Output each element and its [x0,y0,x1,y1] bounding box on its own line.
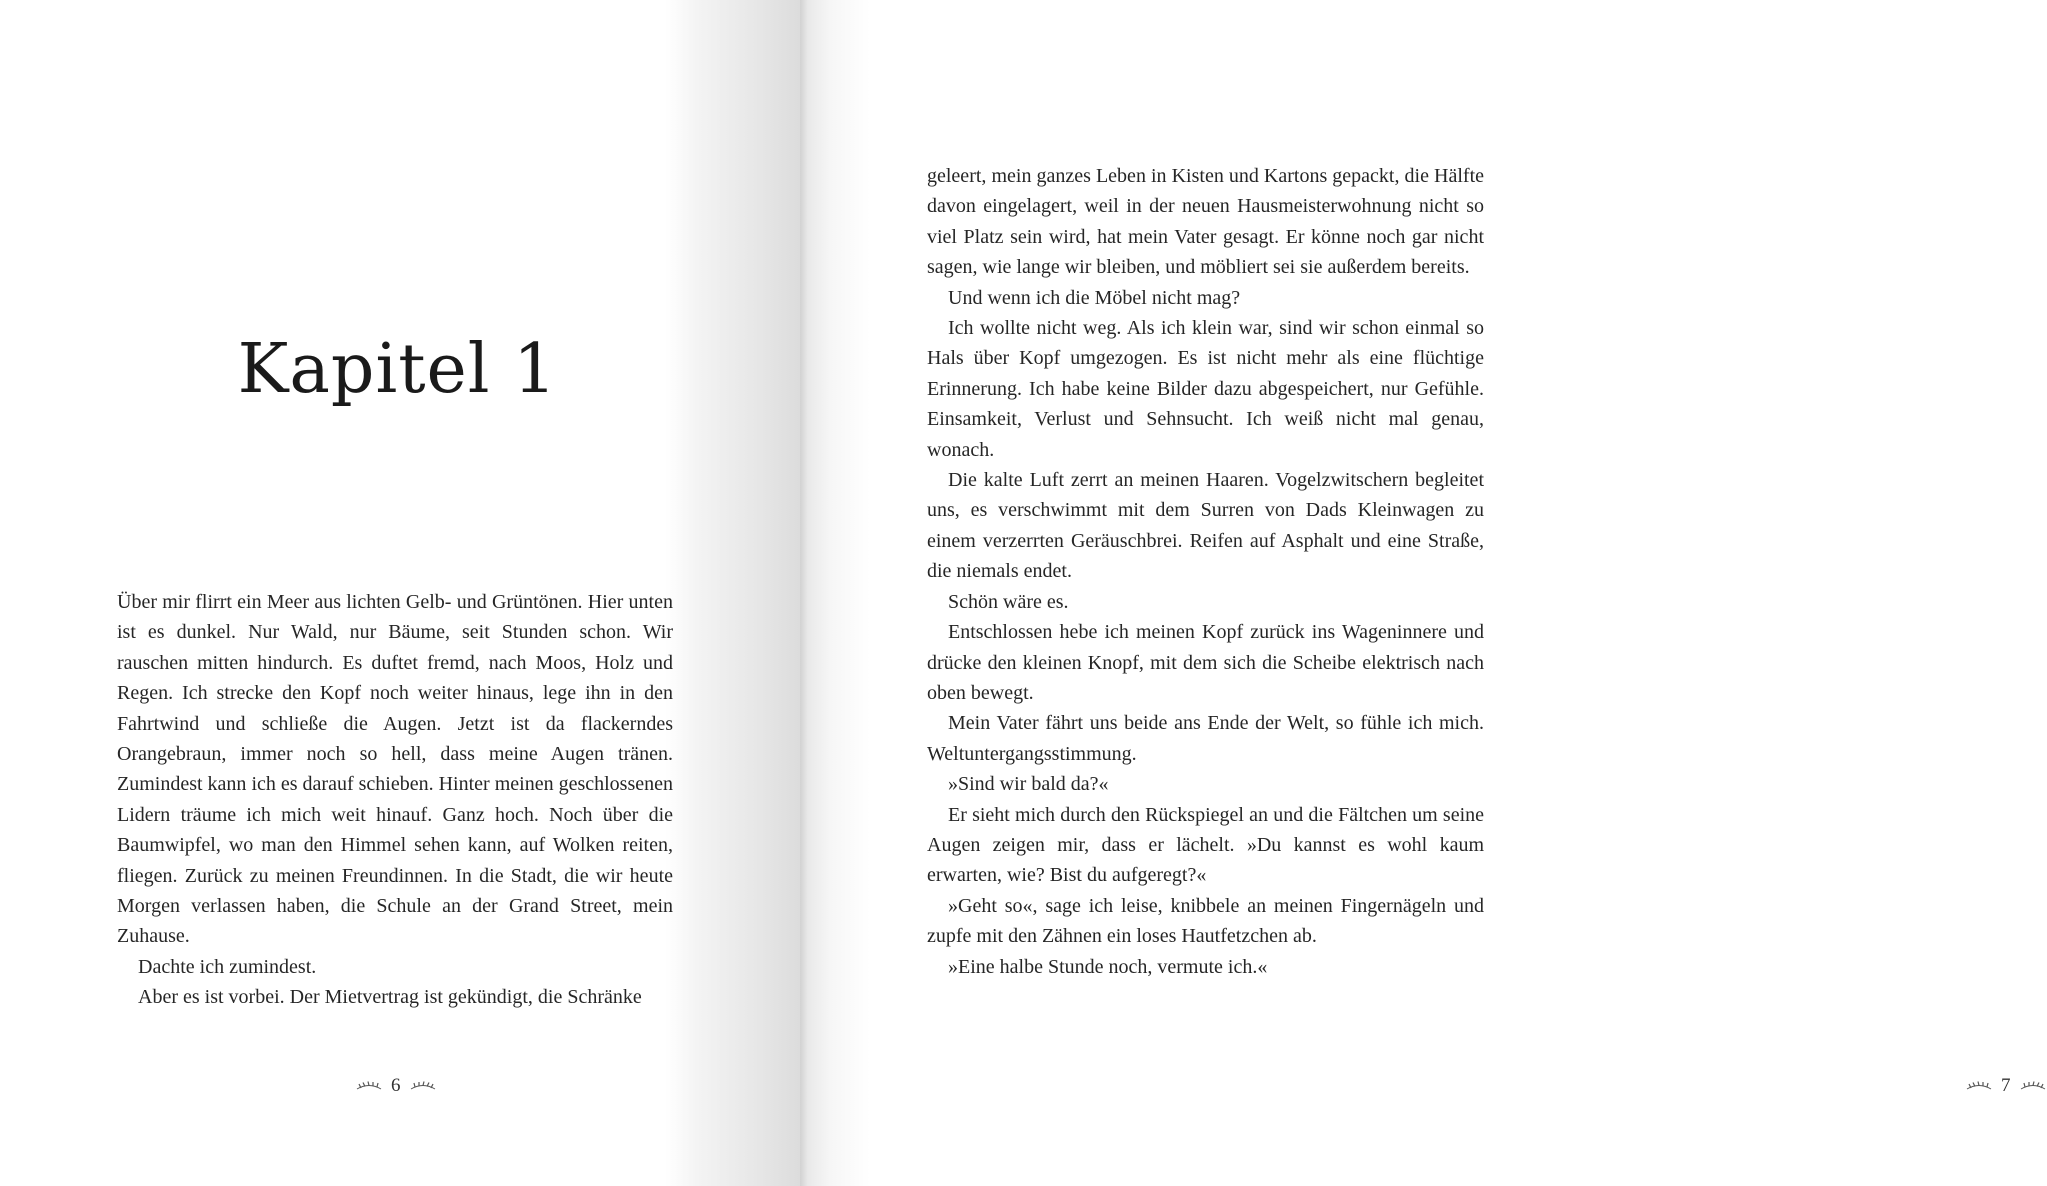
page-number: 6 [391,1075,401,1096]
paragraph: geleert, mein ganzes Leben in Kisten und Kartons gepackt, die Hälfte davon eingelagert, weil in der neuen Hausmeisterwohnung nicht so viel Platz sein wird, hat mein Vater gesagt. Er könne noch gar nicht sagen, wie lange wir bleiben, und möbliert sei sie außerdem bereits. [927,165,1484,279]
leaf-ornament-icon [355,1080,383,1092]
paragraph: »Geht so«, sage ich leise, knibbele an meinen Fingernägeln und zupfe mit den Zähnen ein loses Hautfetzchen ab. [927,894,1484,948]
page-number-footer [355,1075,437,1097]
page-number: 7 [2001,1075,2011,1096]
left-page [0,0,800,1186]
paragraph: Aber es ist vorbei. Der Mietvertrag ist gekündigt, die Schränke [138,986,642,1009]
page-number-footer [1965,1075,2047,1097]
paragraph: Ich wollte nicht weg. Als ich klein war, sind wir schon einmal so Hals über Kopf umgezogen. Es ist nicht mehr als eine flüchtige Erinnerung. Ich habe keine Bilder dazu abgespeichert, nur Gefühle. Einsamkeit, Verlust und Sehnsucht. Ich weiß nicht mal genau, wonach. [927,317,1484,461]
right-page-body [927,161,1484,982]
paragraph: Und wenn ich die Möbel nicht mag? [948,286,1241,309]
paragraph: Schön wäre es. [948,590,1069,613]
leaf-ornament-icon [1965,1080,1993,1092]
paragraph: »Sind wir bald da?« [948,773,1109,796]
leaf-ornament-icon [2019,1080,2047,1092]
chapter-title: Kapitel 1 [237,330,558,409]
paragraph: Mein Vater fährt uns beide ans Ende der Welt, so fühle ich mich. Weltuntergangsstimmung. [927,712,1484,765]
paragraph: Entschlossen hebe ich meinen Kopf zurück ins Wageninnere und drücke den kleinen Knopf, mit dem sich die Scheibe elektrisch nach oben bewegt. [927,621,1484,704]
paragraph: Dachte ich zumindest. [138,955,317,978]
paragraph: Über mir flirrt ein Meer aus lichten Gelb- und Grüntönen. Hier unten ist es dunkel. Nur Wald, nur Bäume, seit Stunden schon. Wir rauschen mitten hindurch. Es duftet fremd, nach Moos, Holz und Regen. Ich strecke den Kopf noch weiter hinaus, lege ihn in den Fahrtwind und schließe die Augen. Jetzt ist da flackerndes Orangebraun, immer noch so hell, dass meine Augen tränen. Zumindest kann ich es darauf schieben. Hinter meinen geschlossenen Lidern träume ich mich weit hinauf. Ganz hoch. Noch über die Baumwipfel, wo man den Himmel sehen kann, auf Wolken reiten, fliegen. Zurück zu meinen Freundinnen. In die Stadt, die wir heute Morgen verlassen haben, die Schule an der Grand Street, mein Zuhause. [117,591,673,948]
leaf-ornament-icon [409,1080,437,1092]
right-page [800,0,2011,1186]
paragraph: »Eine halbe Stunde noch, vermute ich.« [948,955,1268,978]
paragraph: Er sieht mich durch den Rückspiegel an und die Fältchen um seine Augen zeigen mir, dass er lächelt. »Du kannst es wohl kaum erwarten, wie? Bist du aufgeregt?« [927,803,1484,887]
left-page-body [117,587,673,1013]
paragraph: Die kalte Luft zerrt an meinen Haaren. Vogelzwitschern begleitet uns, es verschwimmt mit dem Surren von Dads Kleinwagen zu einem verzerrten Geräuschbrei. Reifen auf Asphalt und eine Straße, die niemals endet. [927,469,1484,583]
